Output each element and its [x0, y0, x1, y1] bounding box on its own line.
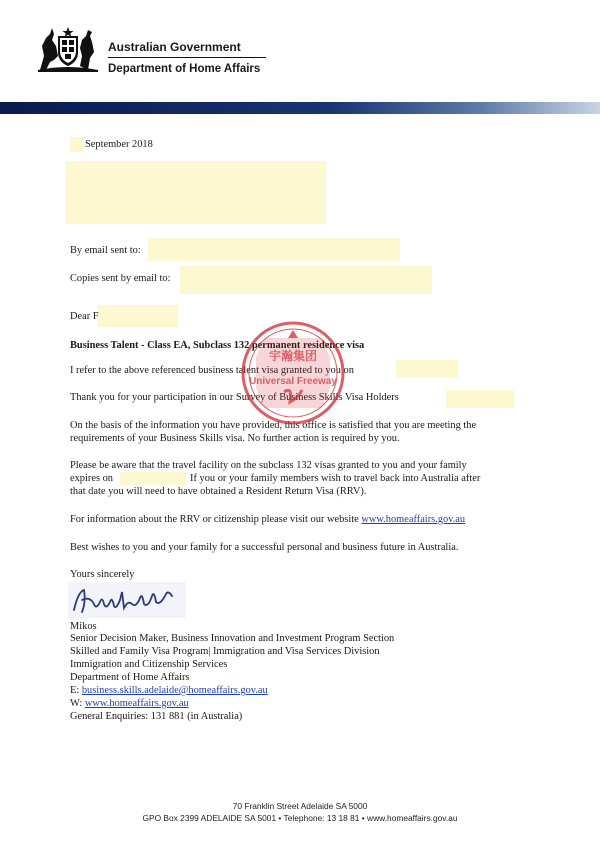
dept-name: Department of Home Affairs [108, 63, 261, 75]
redaction-address [66, 161, 326, 224]
signer-name: Mikos [70, 621, 97, 632]
signer-title-4: Department of Home Affairs [70, 672, 190, 683]
footer-address: 70 Franklin Street Adelaide SA 5000 [232, 801, 368, 811]
header-divider [108, 57, 266, 58]
paragraph-3-line-2: requirements of your Business Skills visa. No further action is required by you. [70, 433, 400, 444]
paragraph-4-line-2b: If you or your family members wish to travel back into Australia after [190, 473, 481, 484]
redaction-name [98, 305, 178, 327]
paragraph-1: I refer to the above referenced business talent visa granted to you on [70, 365, 354, 376]
redaction-date-day [70, 137, 83, 152]
paragraph-4-line-2a: expires on [70, 473, 113, 484]
copies-label: Copies sent by email to: [70, 273, 171, 284]
signer-title-1: Senior Decision Maker, Business Innovation and Investment Program Section [70, 633, 395, 644]
header-bar [0, 102, 600, 114]
enquiries: General Enquiries: 131 881 (in Australia) [70, 711, 243, 722]
by-email-label: By email sent to: [70, 245, 141, 256]
paragraph-5-text: For information about the RRV or citizenship please visit our website [70, 514, 359, 525]
paragraph-6: Best wishes to you and your family for a successful personal and business future in Australia. [70, 542, 459, 553]
letterhead [0, 0, 600, 102]
email-prefix: E: [70, 685, 80, 696]
footer-contact: GPO Box 2399 ADELAIDE SA 5001 • Telephone: 13 18 81 • www.homeaffairs.gov.au [142, 813, 458, 823]
paragraph-4-line-3: that date you will need to have obtained a Resident Return Visa (RRV). [70, 486, 367, 497]
paragraph-3-line-1: On the basis of the information you have provided, this office is satisfied that you are meeting the [70, 420, 477, 431]
salutation: Dear F [70, 311, 99, 322]
stamp-english: Universal Freeway [249, 376, 337, 387]
coat-of-arms-icon [36, 26, 100, 72]
letter-date: September 2018 [85, 139, 153, 150]
company-stamp [238, 318, 348, 428]
closing: Yours sincerely [70, 569, 135, 580]
redaction-survey [446, 390, 514, 408]
handwritten-signature [68, 582, 186, 618]
gov-name: Australian Government [108, 40, 241, 54]
stamp-chinese: 宇瀚集团 [268, 349, 318, 363]
subject-line: Business Talent - Class EA, Subclass 132 permanent residence visa [70, 340, 365, 351]
redaction-grant-date [396, 360, 458, 378]
signer-title-2: Skilled and Family Visa Program| Immigration and Visa Services Division [70, 646, 380, 657]
paragraph-5 [70, 514, 465, 527]
redaction-email [148, 238, 400, 261]
paragraph-4-line-1: Please be aware that the travel facility on the subclass 132 visas granted to you and your family [70, 460, 467, 471]
web-link[interactable]: www.homeaffairs.gov.au [84, 698, 189, 709]
web-prefix: W: [70, 698, 83, 709]
signer-title-3: Immigration and Citizenship Services [70, 659, 228, 670]
redaction-copies [180, 266, 432, 294]
signer-email-row [70, 685, 268, 698]
email-link[interactable]: business.skills.adelaide@homeaffairs.gov.au [81, 685, 268, 696]
signer-web-row [70, 698, 189, 711]
paragraph-2: Thank you for your participation in our Survey of Business Skills Visa Holders [70, 392, 399, 403]
redaction-expiry [120, 472, 186, 485]
website-link[interactable]: www.homeaffairs.gov.au [361, 514, 466, 525]
